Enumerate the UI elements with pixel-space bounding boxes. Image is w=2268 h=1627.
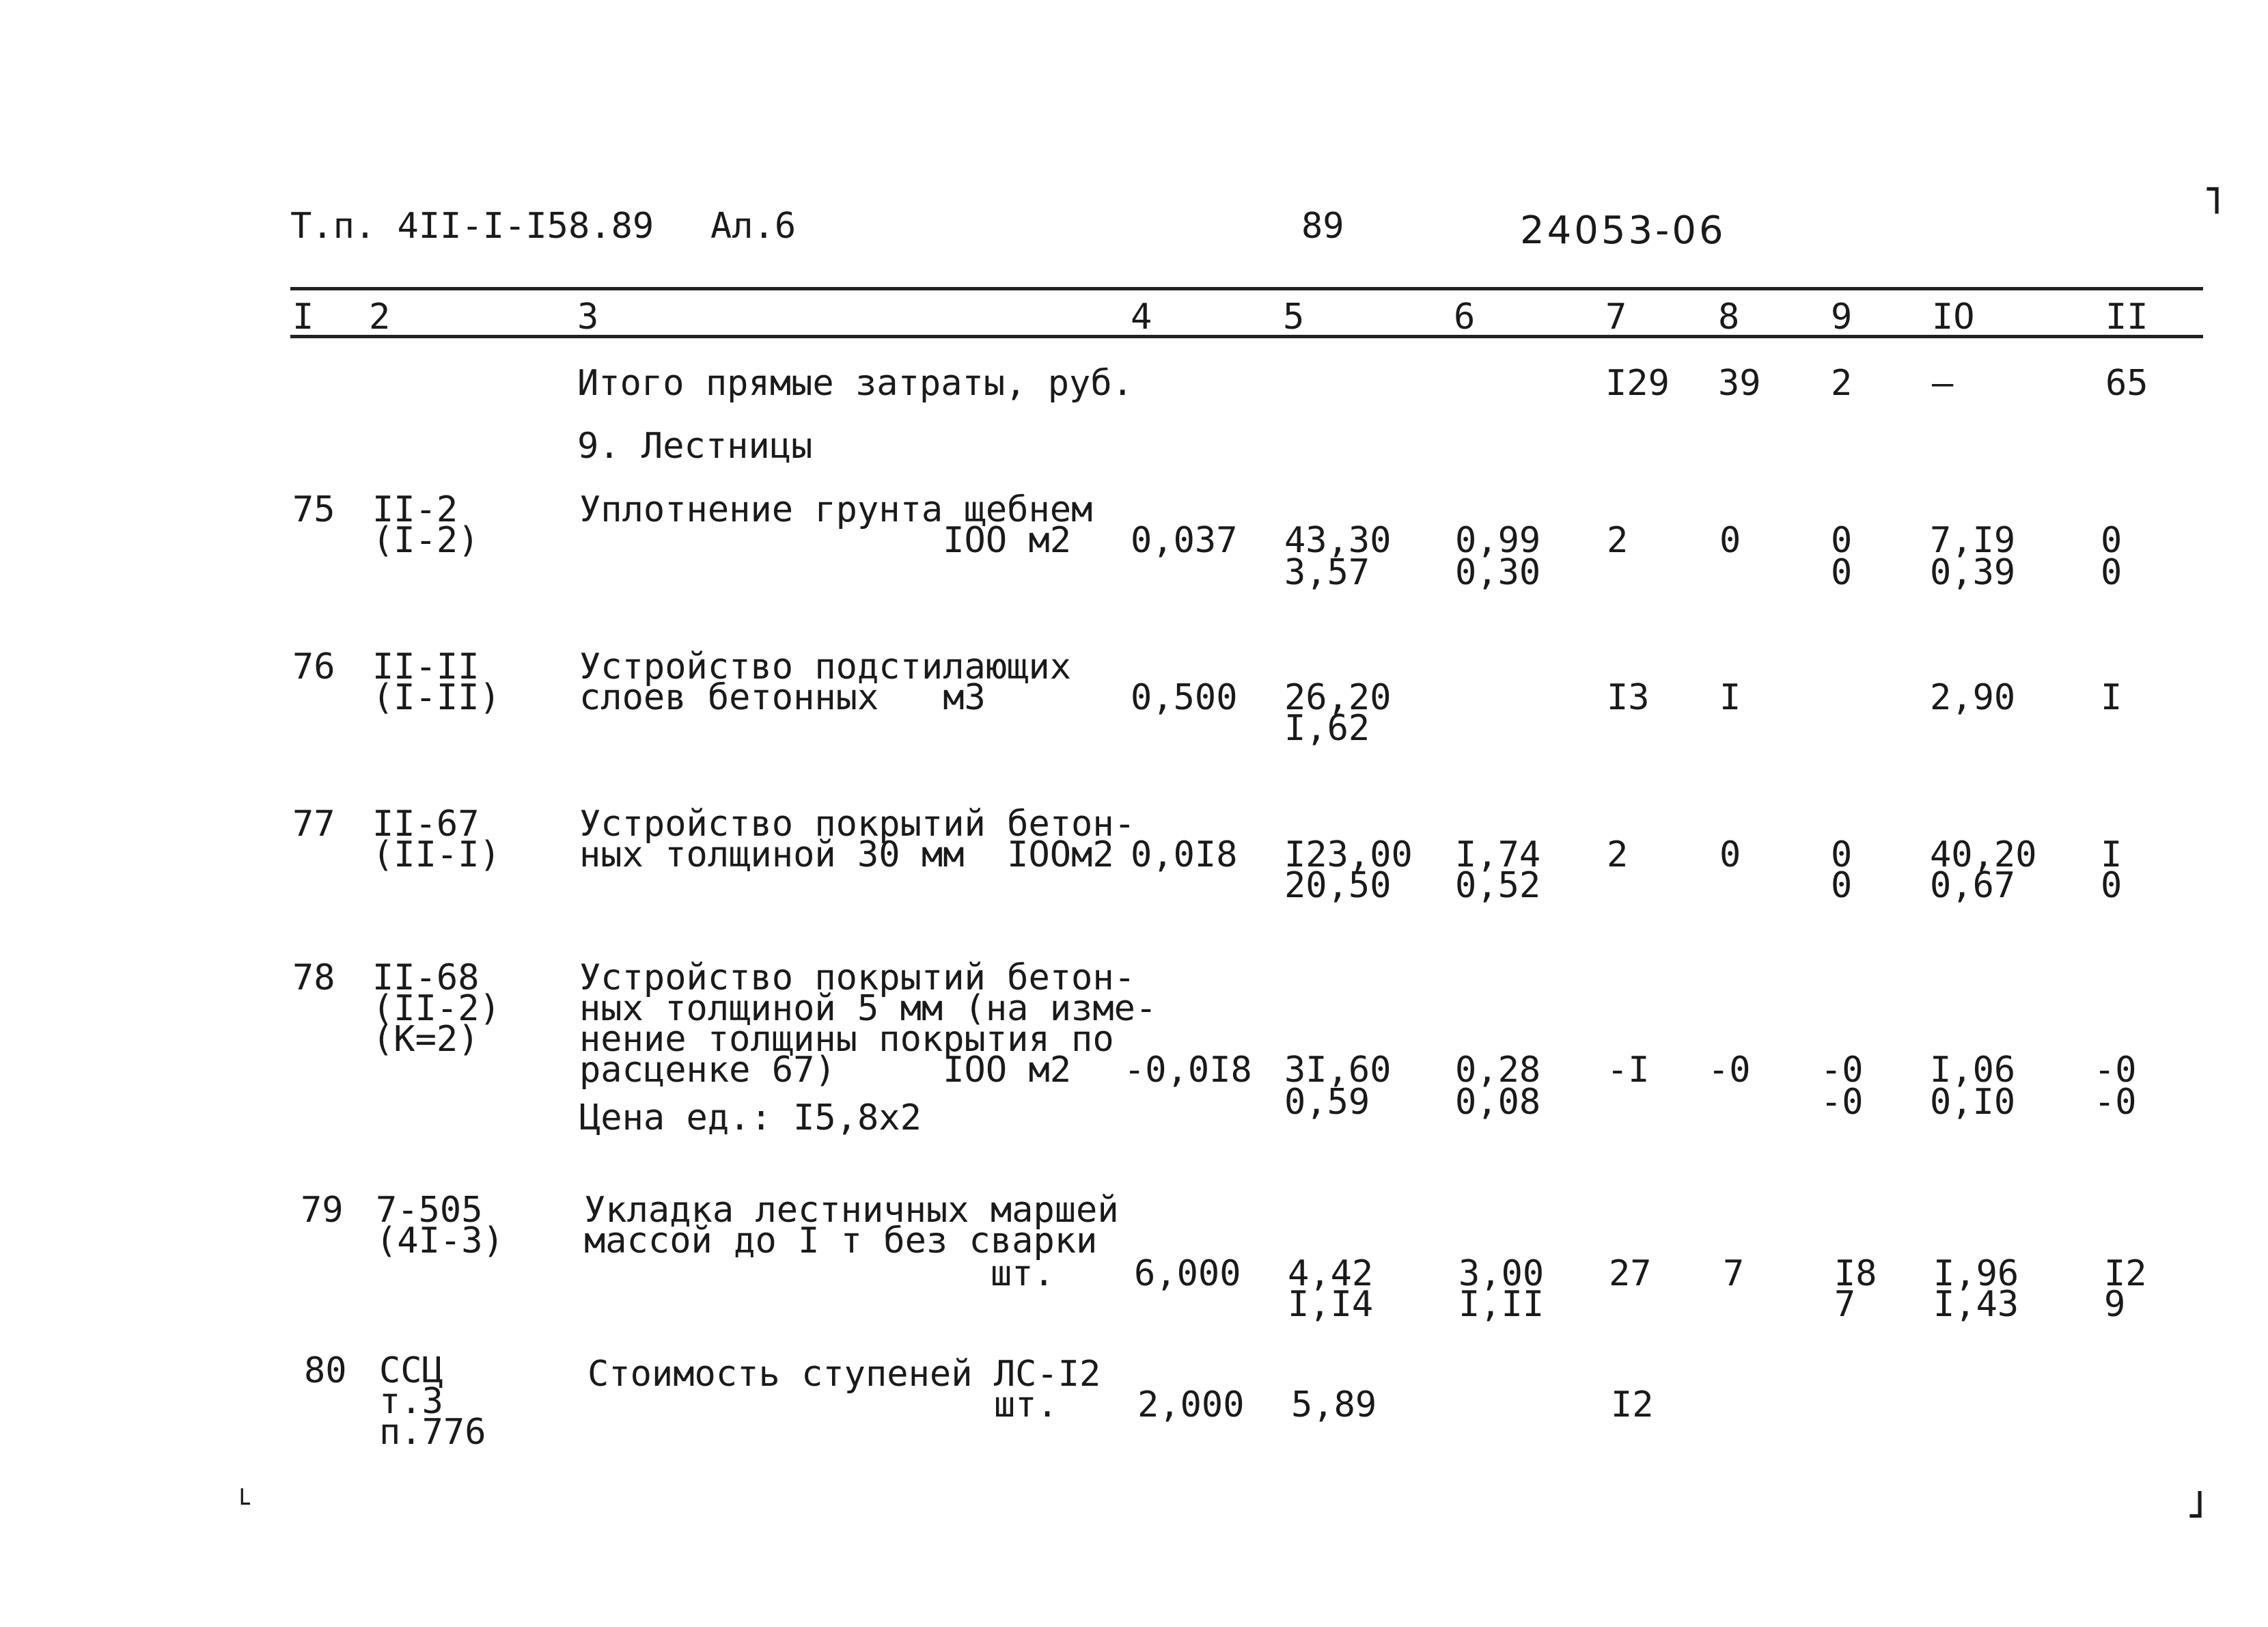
unit-price: 5,89 [1291, 1384, 1377, 1425]
work-description: расценке 67) IOO м2 [579, 1050, 1072, 1091]
sheet-code: 24053-06 [1520, 208, 1726, 253]
work-description: массой до I т без сварки [584, 1220, 1098, 1261]
col10-value-sub: I,43 [1933, 1284, 2019, 1325]
doc-reference: Т.п. 4II-I-I58.89 [290, 206, 654, 247]
col6-value-sub: 0,52 [1455, 865, 1541, 906]
col7-value: I3 [1607, 677, 1650, 718]
totals-col9: 2 [1831, 363, 1853, 404]
col8-value: I [1719, 677, 1741, 718]
col11-value: I2 [2104, 1253, 2147, 1294]
work-description: Устройство покрытий бетон- [579, 804, 1135, 845]
quantity: 6,000 [1134, 1253, 1241, 1294]
rate-code: 7-505 [376, 1190, 483, 1231]
col11-value: I [2101, 834, 2122, 875]
section-title: 9. Лестницы [577, 426, 813, 467]
col-header-5: 5 [1283, 297, 1305, 338]
col11-value-sub: -0 [2094, 1082, 2137, 1123]
unit-price: I23,00 [1284, 834, 1413, 875]
unit-price-sub: I,I4 [1288, 1284, 1374, 1325]
col9-value: I8 [1834, 1253, 1877, 1294]
rate-code: (K=2) [372, 1019, 480, 1060]
work-description: Стоимость ступеней ЛС-I2 [587, 1354, 1101, 1395]
col8-value: 0 [1719, 520, 1741, 561]
col10-value: I,96 [1933, 1253, 2019, 1294]
work-description: IOO м2 [579, 520, 1072, 561]
col9-value: 0 [1831, 520, 1853, 561]
col9-value-sub: 0 [1831, 865, 1853, 906]
work-description: слоев бетонных м3 [579, 677, 986, 718]
totals-col10: – [1932, 363, 1954, 404]
row-number: 79 [301, 1190, 344, 1231]
work-description: шт. [584, 1253, 1055, 1294]
row-number: 76 [292, 646, 335, 687]
col6-value: 3,00 [1458, 1253, 1545, 1294]
rate-code: (I-II) [372, 677, 501, 718]
col6-value-sub: 0,08 [1455, 1082, 1541, 1123]
col9-value-sub: 0 [1831, 552, 1853, 593]
price-note: Цена ед.: I5,8х2 [579, 1097, 922, 1138]
col10-value: 2,90 [1930, 677, 2016, 718]
work-description: нение толщины покрытия по [579, 1019, 1114, 1060]
work-description: ных толщиной 30 мм IOOм2 [579, 834, 1114, 875]
col8-value: 0 [1719, 834, 1741, 875]
rate-code: п.776 [379, 1412, 486, 1453]
col8-value: -0 [1708, 1050, 1751, 1091]
unit-price-sub: 0,59 [1284, 1082, 1370, 1123]
rate-code: II-2 [372, 489, 458, 530]
col10-value: 7,I9 [1930, 520, 2016, 561]
col9-value-sub: 7 [1834, 1284, 1856, 1325]
col-header-4: 4 [1131, 297, 1152, 338]
col8-value: 7 [1723, 1253, 1745, 1294]
unit-price: 3I,60 [1284, 1050, 1392, 1091]
col10-value: I,06 [1930, 1050, 2016, 1091]
quantity: 0,037 [1131, 520, 1238, 561]
row-number: 77 [292, 804, 335, 845]
rate-code: (II-I) [372, 834, 501, 875]
col7-value: 2 [1607, 834, 1629, 875]
work-description: Уплотнение грунта щебнем [579, 489, 1093, 530]
unit-price-sub: 20,50 [1284, 865, 1392, 906]
col6-value-sub: I,II [1458, 1284, 1545, 1325]
col11-value-sub: 9 [2104, 1284, 2126, 1325]
col9-value-sub: -0 [1821, 1082, 1864, 1123]
col-header-11: II [2105, 297, 2148, 338]
quantity: 2,000 [1137, 1384, 1245, 1425]
unit-price-sub: I,62 [1284, 708, 1370, 749]
rate-code: (I-2) [372, 520, 480, 561]
work-description: Устройство покрытий бетон- [579, 957, 1135, 998]
totals-col11: 65 [2105, 363, 2148, 404]
col7-value: -I [1607, 1050, 1650, 1091]
col-header-8: 8 [1718, 297, 1740, 338]
row-number: 75 [292, 489, 335, 530]
col10-value-sub: 0,39 [1930, 552, 2016, 593]
col-header-10: IO [1932, 297, 1975, 338]
rate-code: т.3 [379, 1381, 443, 1422]
quantity: 0,500 [1131, 677, 1238, 718]
col7-value: 27 [1609, 1253, 1652, 1294]
col11-value: I [2101, 677, 2122, 718]
corner-mark-bottom-left: ˪ [239, 1470, 252, 1514]
col-header-6: 6 [1454, 297, 1476, 338]
col9-value: 0 [1831, 834, 1853, 875]
corner-mark-bottom-right: ˩ [2186, 1483, 2205, 1527]
col-header-1: I [292, 297, 314, 338]
totals-col7: I29 [1605, 363, 1670, 404]
unit-price-sub: 3,57 [1284, 552, 1370, 593]
unit-price: 43,30 [1284, 520, 1392, 561]
rate-code: II-II [372, 646, 480, 687]
work-description: Укладка лестничных маршей [584, 1190, 1119, 1231]
rate-code: II-68 [372, 957, 480, 998]
work-description: шт. [587, 1384, 1058, 1425]
totals-col8: 39 [1718, 363, 1761, 404]
col-header-2: 2 [369, 297, 391, 338]
col11-value-sub: 0 [2101, 865, 2122, 906]
quantity: 0,0I8 [1131, 834, 1238, 875]
corner-mark-top-right: ˥ [2203, 179, 2222, 223]
col11-value: -0 [2094, 1050, 2137, 1091]
col6-value: I,74 [1455, 834, 1541, 875]
col7-value: 2 [1607, 520, 1629, 561]
unit-price: 26,20 [1284, 677, 1392, 718]
rate-code: ССЦ [379, 1350, 443, 1391]
rate-code: II-67 [372, 804, 480, 845]
col9-value: -0 [1821, 1050, 1864, 1091]
row-number: 78 [292, 957, 335, 998]
col10-value-sub: 0,67 [1930, 865, 2016, 906]
col-header-3: 3 [577, 297, 599, 338]
quantity: -0,0I8 [1124, 1050, 1252, 1091]
col6-value: 0,28 [1455, 1050, 1541, 1091]
col6-value: 0,99 [1455, 520, 1541, 561]
album-number: Ал.6 [710, 206, 797, 247]
rate-code: (4I-3) [376, 1220, 504, 1261]
work-description: ных толщиной 5 мм (на изме- [579, 988, 1157, 1029]
col6-value-sub: 0,30 [1455, 552, 1541, 593]
header-rule-top [290, 287, 2203, 290]
col11-value-sub: 0 [2101, 552, 2122, 593]
totals-label: Итого прямые затраты, руб. [577, 363, 1133, 404]
row-number: 80 [304, 1350, 347, 1391]
page-number: 89 [1301, 206, 1344, 247]
col-header-9: 9 [1831, 297, 1853, 338]
col11-value: 0 [2101, 520, 2122, 561]
col10-value: 40,20 [1930, 834, 2037, 875]
rate-code: (II-2) [372, 988, 501, 1029]
col10-value-sub: 0,I0 [1930, 1082, 2016, 1123]
col7-value: I2 [1611, 1384, 1654, 1425]
work-description: Устройство подстилающих [579, 646, 1072, 687]
col-header-7: 7 [1605, 297, 1627, 338]
unit-price: 4,42 [1288, 1253, 1374, 1294]
